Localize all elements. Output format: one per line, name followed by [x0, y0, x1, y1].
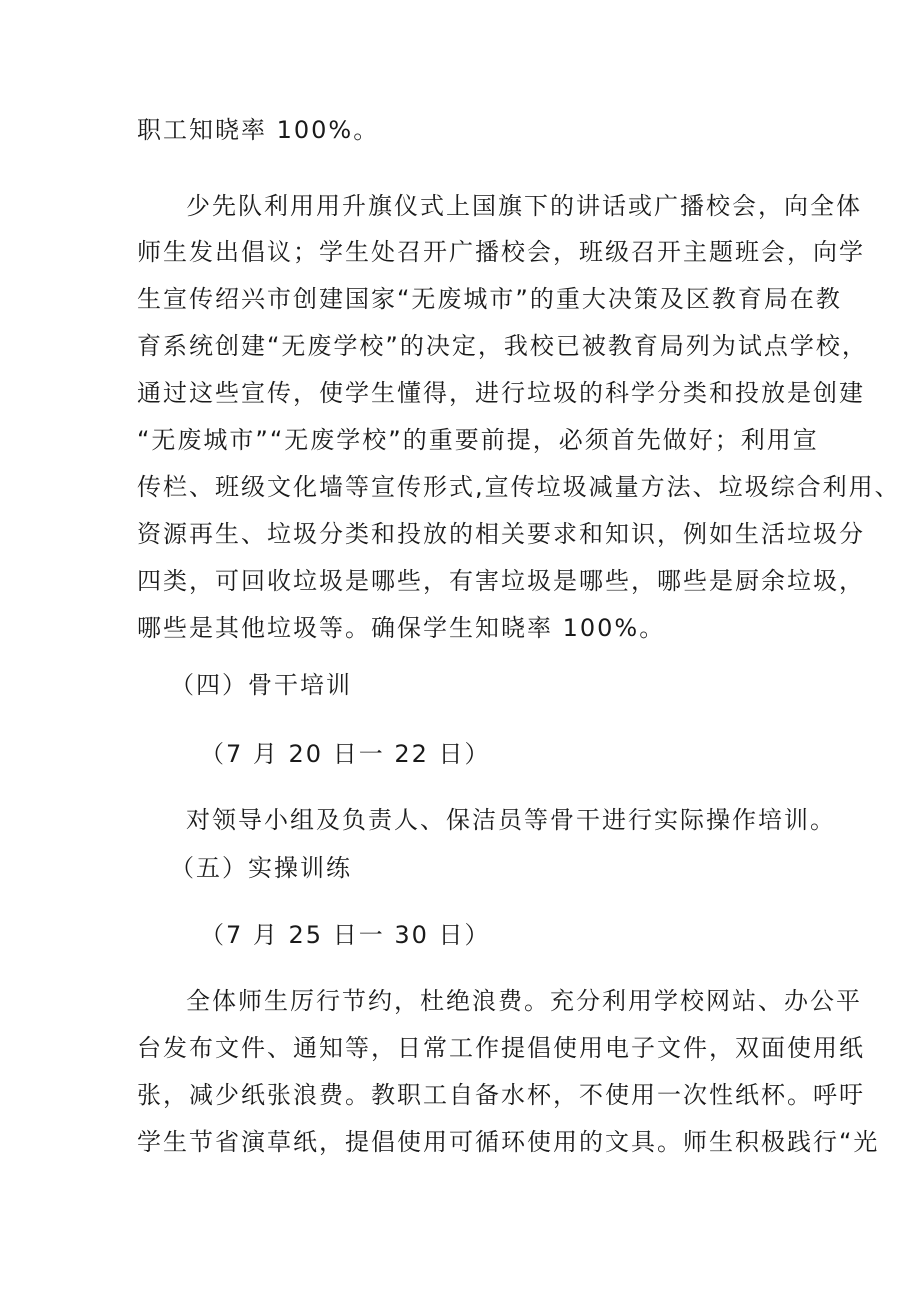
- date-range: （7 月 20 日一 22 日）: [200, 740, 491, 768]
- section-heading: （五）实操训练: [170, 854, 352, 882]
- paragraph-first-line: 全体师生厉行节约，杜绝浪费。充分利用学校网站、办公平: [186, 987, 862, 1015]
- section-heading: （四）骨干培训: [170, 671, 352, 699]
- text-line: 育系统创建“无废学校”的决定，我校已被教育局列为试点学校，: [137, 332, 868, 360]
- text-line: 哪些是其他垃圾等。确保学生知晓率 100%。: [137, 614, 666, 642]
- text-line: “无废城市”“无废学校”的重要前提，必须首先做好；利用宣: [137, 426, 819, 454]
- text-line: 师生发出倡议；学生处召开广播校会，班级召开主题班会，向学: [137, 238, 865, 266]
- text-line: 生宣传绍兴市创建国家“无废城市”的重大决策及区教育局在教: [137, 285, 842, 313]
- text-line: 台发布文件、通知等，日常工作提倡使用电子文件，双面使用纸: [137, 1034, 865, 1062]
- text-line: 四类，可回收垃圾是哪些，有害垃圾是哪些，哪些是厨余垃圾，: [137, 567, 865, 595]
- text-line: 对领导小组及负责人、保洁员等骨干进行实际操作培训。: [186, 806, 836, 834]
- date-range: （7 月 25 日一 30 日）: [200, 921, 491, 949]
- text-line: 张，减少纸张浪费。教职工自备水杯，不使用一次性纸杯。呼吁: [137, 1081, 865, 1109]
- paragraph-first-line: 少先队利用用升旗仪式上国旗下的讲话或广播校会，向全体: [186, 192, 862, 220]
- text-line: 传栏、班级文化墙等宣传形式,宣传垃圾减量方法、垃圾综合利用、: [137, 473, 901, 501]
- text-line: 职工知晓率 100%。: [137, 116, 380, 144]
- text-line: 学生节省演草纸，提倡使用可循环使用的文具。师生积极践行“光: [137, 1128, 880, 1156]
- text-line: 资源再生、垃圾分类和投放的相关要求和知识，例如生活垃圾分: [137, 520, 865, 548]
- text-line: 通过这些宣传，使学生懂得，进行垃圾的科学分类和投放是创建: [137, 379, 865, 407]
